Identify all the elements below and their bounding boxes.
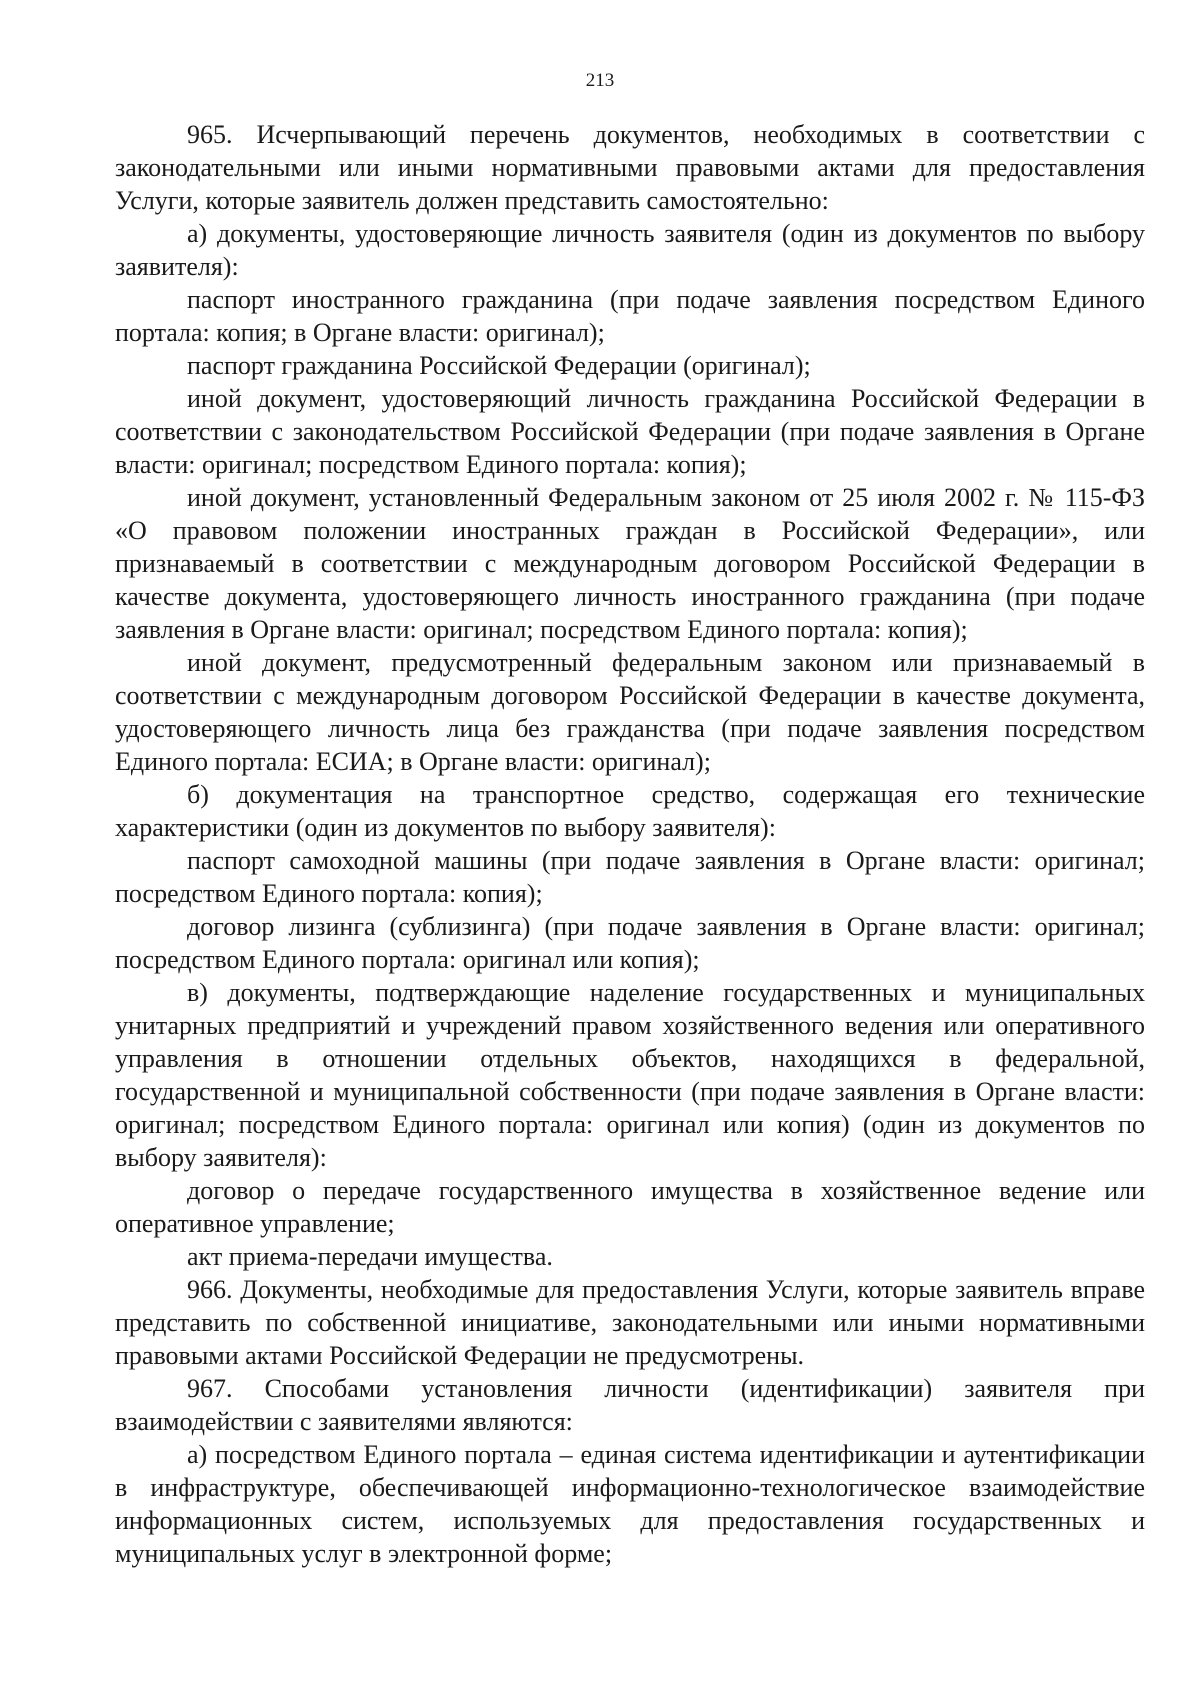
list-item-a-unified-portal-identification: а) посредством Единого портала – единая система идентификации и аутентификации в инфраструктуре, обеспечивающей информационно-технологическое взаимодействие информационных систем, используемых для предоставления государственных и муниципальных услуг в электронной форме; [115, 1440, 1145, 1568]
document-body [115, 118, 1145, 1570]
list-item-b-vehicle-documentation: б) документация на транспортное средство, содержащая его технические характеристики (один из документов по выбору заявителя): [115, 780, 1145, 842]
list-item-federal-law-document: иной документ, установленный Федеральным законом от 25 июля 2002 г. № 115-ФЗ «О правовом положении иностранных граждан в Российской Федерации», или признаваемый в соответствии с международным договором Российской Федерации в качестве документа, удостоверяющего личность иностранного гражданина (при подаче заявления в Органе власти: оригинал; посредством Единого портала: копия); [115, 483, 1145, 644]
list-item-v-management-rights: в) документы, подтверждающие наделение государственных и муниципальных унитарных предприятий и учреждений правом хозяйственного ведения или оперативного управления в отношении отдельных объектов, находящихся в федеральной, государственной и муниципальной собственности (при подаче заявления в Органе власти: оригинал; посредством Единого портала: оригинал или копия) (один из документов по выбору заявителя): [115, 978, 1145, 1172]
list-item-a-identity-documents: а) документы, удостоверяющие личность заявителя (один из документов по выбору заявителя): [115, 219, 1145, 281]
list-item-acceptance-act: акт приема-передачи имущества. [187, 1242, 553, 1271]
list-item-self-propelled-passport: паспорт самоходной машины (при подаче заявления в Органе власти: оригинал; посредством Единого портала: копия); [115, 846, 1145, 908]
paragraph-965: 965. Исчерпывающий перечень документов, необходимых в соответствии с законодательными или иными нормативными правовыми актами для предоставления Услуги, которые заявитель должен представить самостоятельно: [115, 120, 1145, 215]
paragraph-966: 966. Документы, необходимые для предоставления Услуги, которые заявитель вправе представить по собственной инициативе, законодательными или иными нормативными правовыми актами Российской Федерации не предусмотрены. [115, 1275, 1145, 1370]
list-item-stateless-document: иной документ, предусмотренный федеральным законом или признаваемый в соответствии с международным договором Российской Федерации в качестве документа, удостоверяющего личность лица без гражданства (при подаче заявления посредством Единого портала: ЕСИА; в Органе власти: оригинал); [115, 648, 1145, 776]
paragraph-967: 967. Способами установления личности (идентификации) заявителя при взаимодействии с заявителями являются: [115, 1374, 1145, 1436]
list-item-other-citizen-document: иной документ, удостоверяющий личность гражданина Российской Федерации в соответствии с законодательством Российской Федерации (при подаче заявления в Органе власти: оригинал; посредством Единого портала: копия); [115, 384, 1145, 479]
list-item-transfer-agreement: договор о передаче государственного имущества в хозяйственное ведение или оперативное управление; [115, 1176, 1145, 1238]
list-item-russian-passport: паспорт гражданина Российской Федерации (оригинал); [187, 351, 811, 380]
page-number: 213 [585, 70, 615, 91]
list-item-leasing-contract: договор лизинга (сублизинга) (при подаче заявления в Органе власти: оригинал; посредством Единого портала: оригинал или копия); [115, 912, 1145, 974]
list-item-foreign-passport: паспорт иностранного гражданина (при подаче заявления посредством Единого портала: копия; в Органе власти: оригинал); [115, 285, 1145, 347]
